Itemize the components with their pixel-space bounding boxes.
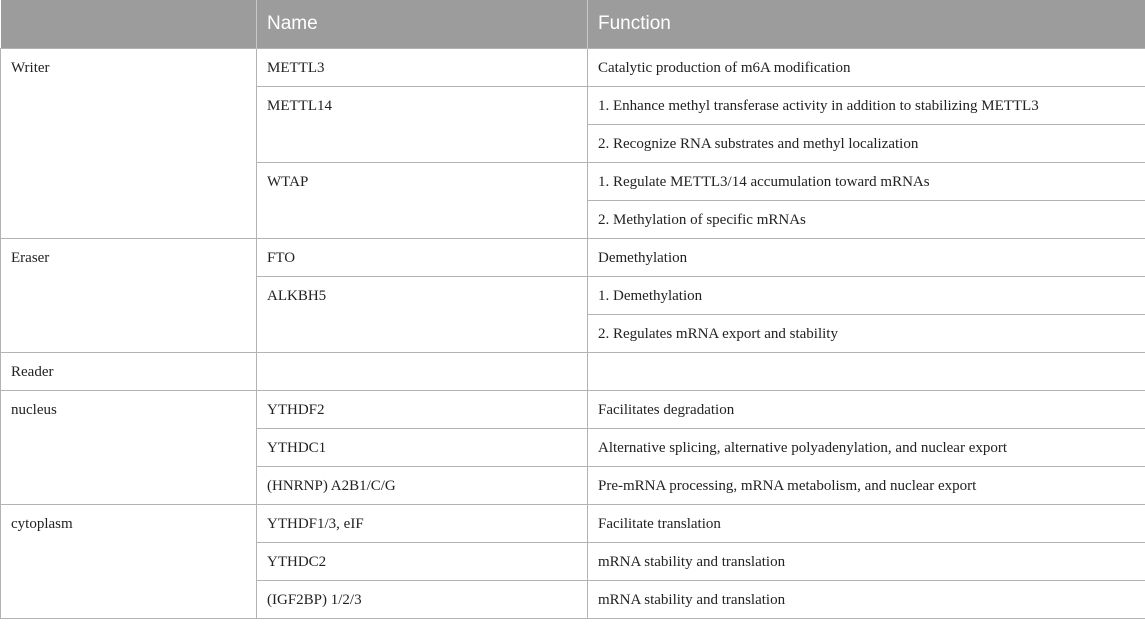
name-cell: YTHDC2 — [257, 542, 588, 580]
function-cell: 2. Methylation of specific mRNAs — [588, 200, 1145, 238]
header-category — [1, 0, 257, 48]
category-cell: cytoplasm — [1, 504, 257, 618]
function-cell: Demethylation — [588, 238, 1145, 276]
function-cell: 1. Regulate METTL3/14 accumulation toward mRNAs — [588, 162, 1145, 200]
category-cell: Writer — [1, 48, 257, 238]
table-row — [1, 238, 1145, 276]
header-name: Name — [257, 0, 588, 48]
function-cell: mRNA stability and translation — [588, 542, 1145, 580]
name-cell: (HNRNP) A2B1/C/G — [257, 466, 588, 504]
category-cell: Reader — [1, 352, 257, 390]
function-cell: 2. Recognize RNA substrates and methyl localization — [588, 124, 1145, 162]
header-row — [1, 0, 1145, 48]
header-function: Function — [588, 0, 1145, 48]
function-cell: mRNA stability and translation — [588, 580, 1145, 618]
name-cell — [257, 352, 588, 390]
name-cell: WTAP — [257, 162, 588, 238]
category-cell: nucleus — [1, 390, 257, 504]
function-cell: Facilitates degradation — [588, 390, 1145, 428]
name-cell: METTL14 — [257, 86, 588, 162]
table-row — [1, 504, 1145, 542]
function-cell: 1. Demethylation — [588, 276, 1145, 314]
table-row — [1, 390, 1145, 428]
function-cell: Pre-mRNA processing, mRNA metabolism, and nuclear export — [588, 466, 1145, 504]
function-cell: 1. Enhance methyl transferase activity in addition to stabilizing METTL3 — [588, 86, 1145, 124]
name-cell: METTL3 — [257, 48, 588, 86]
function-cell: 2. Regulates mRNA export and stability — [588, 314, 1145, 352]
name-cell: (IGF2BP) 1/2/3 — [257, 580, 588, 618]
name-cell: YTHDF1/3, eIF — [257, 504, 588, 542]
table-row — [1, 48, 1145, 86]
name-cell: YTHDF2 — [257, 390, 588, 428]
function-cell — [588, 352, 1145, 390]
name-cell: ALKBH5 — [257, 276, 588, 352]
name-cell: YTHDC1 — [257, 428, 588, 466]
category-cell: Eraser — [1, 238, 257, 352]
function-cell: Alternative splicing, alternative polyadenylation, and nuclear export — [588, 428, 1145, 466]
name-cell: FTO — [257, 238, 588, 276]
function-cell: Catalytic production of m6A modification — [588, 48, 1145, 86]
table-row — [1, 352, 1145, 390]
function-cell: Facilitate translation — [588, 504, 1145, 542]
